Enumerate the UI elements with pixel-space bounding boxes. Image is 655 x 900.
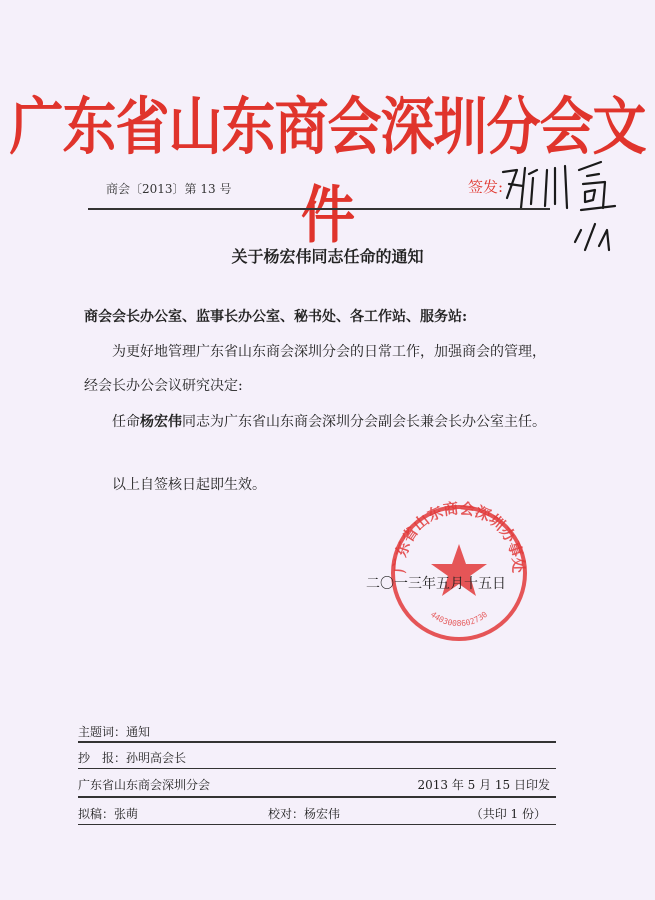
drafter: 拟稿：张萌 <box>78 807 139 821</box>
paragraph-2-prefix: 任命 <box>112 414 140 430</box>
document-number: 商会〔2013〕第 13 号 <box>106 182 232 196</box>
header-divider <box>88 208 550 210</box>
footer-rule-2 <box>78 768 556 769</box>
proofreader: 校对：杨宏伟 <box>268 807 341 821</box>
paragraph-3: 以上自签核日起即生效。 <box>112 477 266 493</box>
paragraph-1-line-2: 经会长办公会议研究决定: <box>84 378 243 394</box>
keywords: 主题词：通知 <box>78 725 151 739</box>
document-header-title: 广东省山东商会深圳分会文件 <box>9 90 646 252</box>
keywords-row <box>78 723 556 740</box>
svg-text:4403008602730: 4403008602730 <box>428 609 490 629</box>
notice-title: 关于杨宏伟同志任命的通知 <box>231 247 424 266</box>
print-date: 2013 年 5 月 15 日印发 <box>417 778 550 792</box>
cc-recipients: 抄 报：孙明高会长 <box>78 751 187 765</box>
org-row <box>78 776 556 793</box>
issue-date-chinese: 二〇一三年五月十五日 <box>366 576 506 592</box>
footer-org: 广东省山东商会深圳分会 <box>78 778 211 792</box>
footer-rule-1 <box>78 741 556 743</box>
paragraph-1-line-1: 为更好地管理广东省山东商会深圳分会的日常工作，加强商会的管理， <box>112 344 546 360</box>
footer-rule-4 <box>78 824 556 825</box>
drafter-row <box>78 805 556 822</box>
svg-text:广东省山东商会深圳办事处: 广东省山东商会深圳办事处 <box>390 499 528 574</box>
appointee-name: 杨宏伟 <box>140 414 182 430</box>
recipients-line: 商会会长办公室、监事长办公室、秘书处、各工作站、服务站: <box>84 309 468 325</box>
cc-row <box>78 749 556 766</box>
paragraph-2 <box>112 411 546 431</box>
copies-count: （共印 1 份） <box>470 807 546 821</box>
sign-label: 签发: <box>468 178 504 196</box>
footer-rule-3 <box>78 796 556 798</box>
paragraph-2-suffix: 同志为广东省山东商会深圳分会副会长兼会长办公室主任。 <box>182 414 546 430</box>
